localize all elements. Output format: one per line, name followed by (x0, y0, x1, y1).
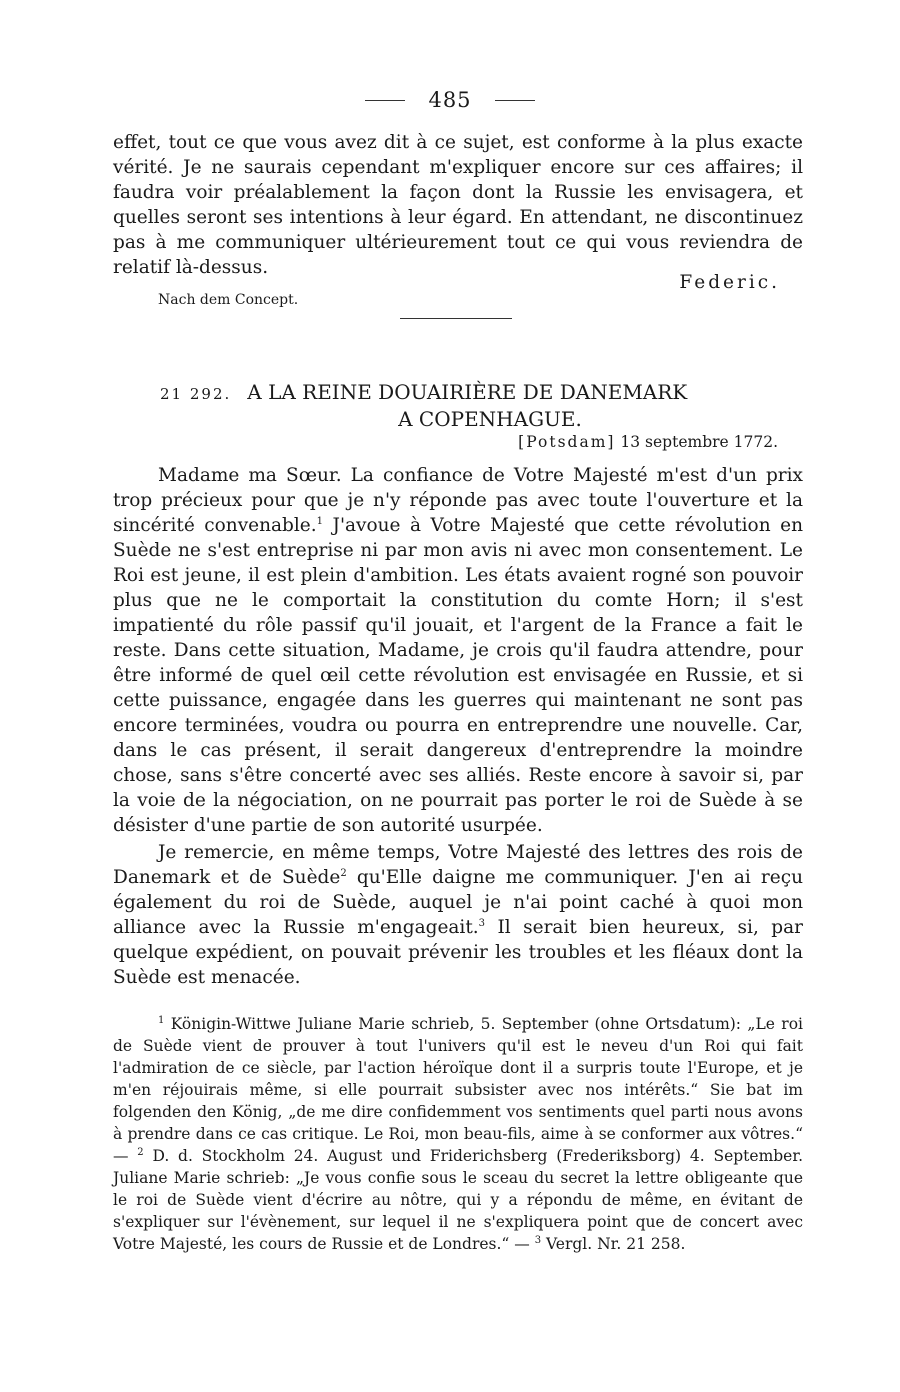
paragraph-2-part-b: qu'Elle daigne me communiquer. J'en ai reçu également du roi de Suède, auquel je n'ai point caché à quoi mon alliance avec la Russie m'engageait. (113, 867, 804, 938)
header-rule-right (495, 100, 535, 101)
footnotes (113, 1013, 803, 1255)
section-divider (400, 318, 512, 319)
footnote-ref-1[interactable]: 1 (316, 515, 324, 527)
paragraph-1-part-b: J'avoue à Votre Majesté que cette révolution en Suède ne s'est entreprise ni par mon avis ni avec mon consentement. Le Roi est jeune, il est plein d'ambition. Les états avaient rogné son pouvoir plus que ne le comportait la constitution du comte Horn; il s'est impatienté du rôle passif qu'il jouait, et l'argent de la France a fait le reste. Dans cette situation, Madame, je crois qu'il faudra attendre, pour être informé de quel œil cette révolution est envisagée en Russie, et si cette puissance, engagée dans les guerres qui maintenant ne sont pas encore terminées, voudra ou pourra en entreprendre une nouvelle. Car, dans le cas présent, il serait dangereux d'entreprendre la moindre chose, sans s'être concerté avec ses alliés. Reste encore à savoir si, par la voie de la négociation, on ne pourrait pas porter le roi de Suède à se désister d'une partie de son autorité usurpée. (113, 515, 803, 836)
footnote-3-text: Vergl. Nr. 21 258. (541, 1235, 686, 1253)
source-note: Nach dem Concept. (158, 292, 299, 308)
letter-paragraph-1 (113, 463, 803, 838)
dateline (518, 433, 778, 451)
page-header (0, 88, 900, 112)
footnote-1-text: Königin-Wittwe Juliane Marie schrieb, 5. September (ohne Ortsdatum): „Le roi de Suède vient de prouver à tout l'univers qu'il est le neveu d'un Roi qui fait l'admiration de ce siècle, par l'action héroïque dont il a surpris toute l'Europe, et je m'en réjouirais même, si elle pourrait subsister avec nos intérêts.“ Sie bat im folgenden den König, „de me dire confidemment vos sentiments quel parti nous avons à prendre dans ce cas critique. Le Roi, mon beau-fils, aime à se conformer aux vôtres.“ — (113, 1015, 803, 1165)
letter-paragraph-2 (113, 840, 803, 990)
previous-letter-ending (113, 130, 803, 280)
footnote-mark-2: 2 (137, 1146, 144, 1158)
letter-title-line2: A COPENHAGUE. (398, 407, 582, 431)
page-number: 485 (428, 88, 472, 112)
letter-number: 21 292. (160, 385, 232, 403)
footnote-mark-3: 3 (534, 1234, 542, 1246)
letter-title-line1: A LA REINE DOUAIRIÈRE DE DANEMARK (247, 380, 688, 404)
header-rule-left (365, 100, 405, 101)
footnote-ref-2[interactable]: 2 (340, 867, 347, 879)
footnote-text (113, 1013, 803, 1255)
footnote-mark-1: 1 (158, 1014, 165, 1026)
paragraph-1-part-a: Madame ma Sœur. La confiance de Votre Majesté m'est d'un prix trop précieux pour que je n'y réponde pas avec toute l'ouverture et la sincérité convenable. (113, 465, 803, 536)
footnote-ref-3[interactable]: 3 (478, 917, 486, 929)
paragraph-2-part-c: Il serait bien heureux, si, par quelque expédient, on pouvait prévenir les troubles et les fléaux dont la Suède est menacée. (113, 917, 803, 988)
paragraph-2-part-a: Je remercie, en même temps, Votre Majesté des lettres des rois de Danemark et de Suède (113, 842, 803, 888)
footnote-2-text: D. d. Stockholm 24. August und Friderichsberg (Frederiksborg) 4. September. Juliane Marie schrieb: „Je vous confie sous le sceau du secret la lettre obligeante que le roi de Suède vient d'écrire au nôtre, qui y a répondu de même, en évitant de s'expliquer sur l'évènement, sur lequel il ne s'expliquera point que de concert avec Votre Majesté, les cours de Russie et de Londres.“ — (113, 1147, 803, 1253)
signature: Federic. (679, 272, 780, 293)
date: 13 septembre 1772. (620, 433, 778, 451)
previous-letter-text: effet, tout ce que vous avez dit à ce sujet, est conforme à la plus exacte vérité. Je ne saurais cependant m'expliquer encore sur ces affaires; il faudra voir préalablement la façon dont la Russie les envisagera, et quelles seront ses intentions à leur égard. En attendant, ne discontinuez pas à me communiquer ultérieurement tout ce qui vous reviendra de relatif là-dessus. (113, 132, 803, 278)
date-place: [Potsdam] (518, 433, 616, 451)
letter-body (113, 463, 803, 990)
letter-heading (160, 380, 800, 432)
